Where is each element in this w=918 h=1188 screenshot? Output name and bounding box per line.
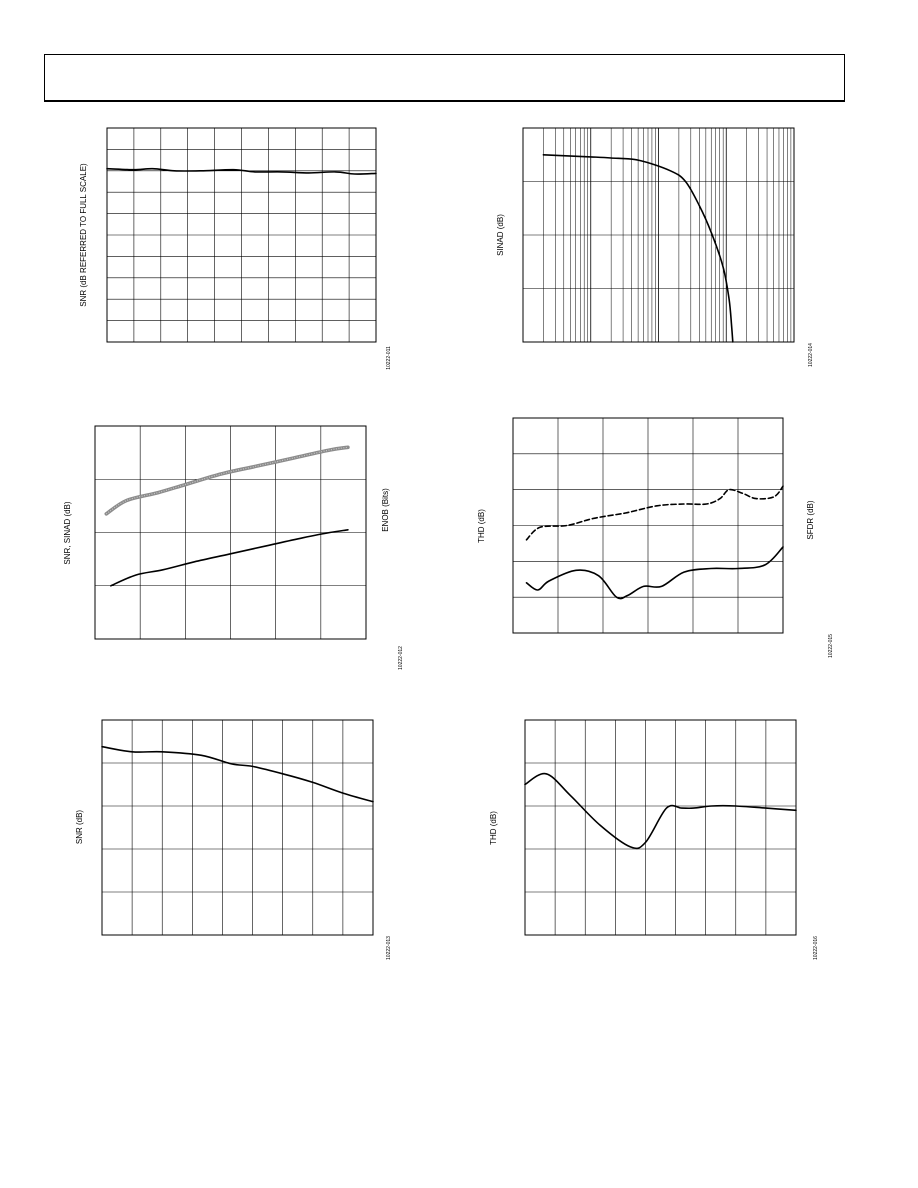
chart-c3 (63, 426, 404, 670)
figure-id: 10222-015 (828, 634, 834, 658)
series-line-2 (111, 530, 348, 586)
y-axis-label: SNR (dB REFERRED TO FULL SCALE) (79, 163, 88, 307)
y-axis-label: THD (dB) (477, 509, 486, 543)
figure-id: 10222-012 (398, 646, 404, 670)
chart-c5 (75, 720, 392, 960)
series-line-2 (527, 547, 784, 599)
chart-c6 (489, 720, 819, 960)
series-line-1 (102, 747, 373, 802)
series-line-1 (106, 447, 348, 514)
chart-c1 (79, 128, 392, 370)
figure-id: 10222-011 (386, 346, 392, 370)
series-line-1-texture (106, 447, 348, 514)
y-axis-label: THD (dB) (489, 811, 498, 845)
figure-id: 10222-014 (808, 343, 814, 367)
y-axis-label: SNR, SINAD (dB) (63, 501, 72, 565)
secondary-y-axis-label: ENOB (Bits) (381, 488, 390, 532)
chart-c2 (496, 128, 814, 367)
series-line-1 (525, 774, 796, 849)
plot-frame (525, 720, 796, 935)
chart-c4 (477, 418, 834, 658)
y-axis-label: SNR (dB) (75, 809, 84, 845)
secondary-y-axis-label: SFDR (dB) (806, 500, 815, 540)
series-line-1 (527, 486, 784, 540)
figure-id: 10222-016 (813, 936, 819, 960)
y-axis-label: SINAD (dB) (496, 214, 505, 256)
figure-id: 10222-013 (386, 936, 392, 960)
